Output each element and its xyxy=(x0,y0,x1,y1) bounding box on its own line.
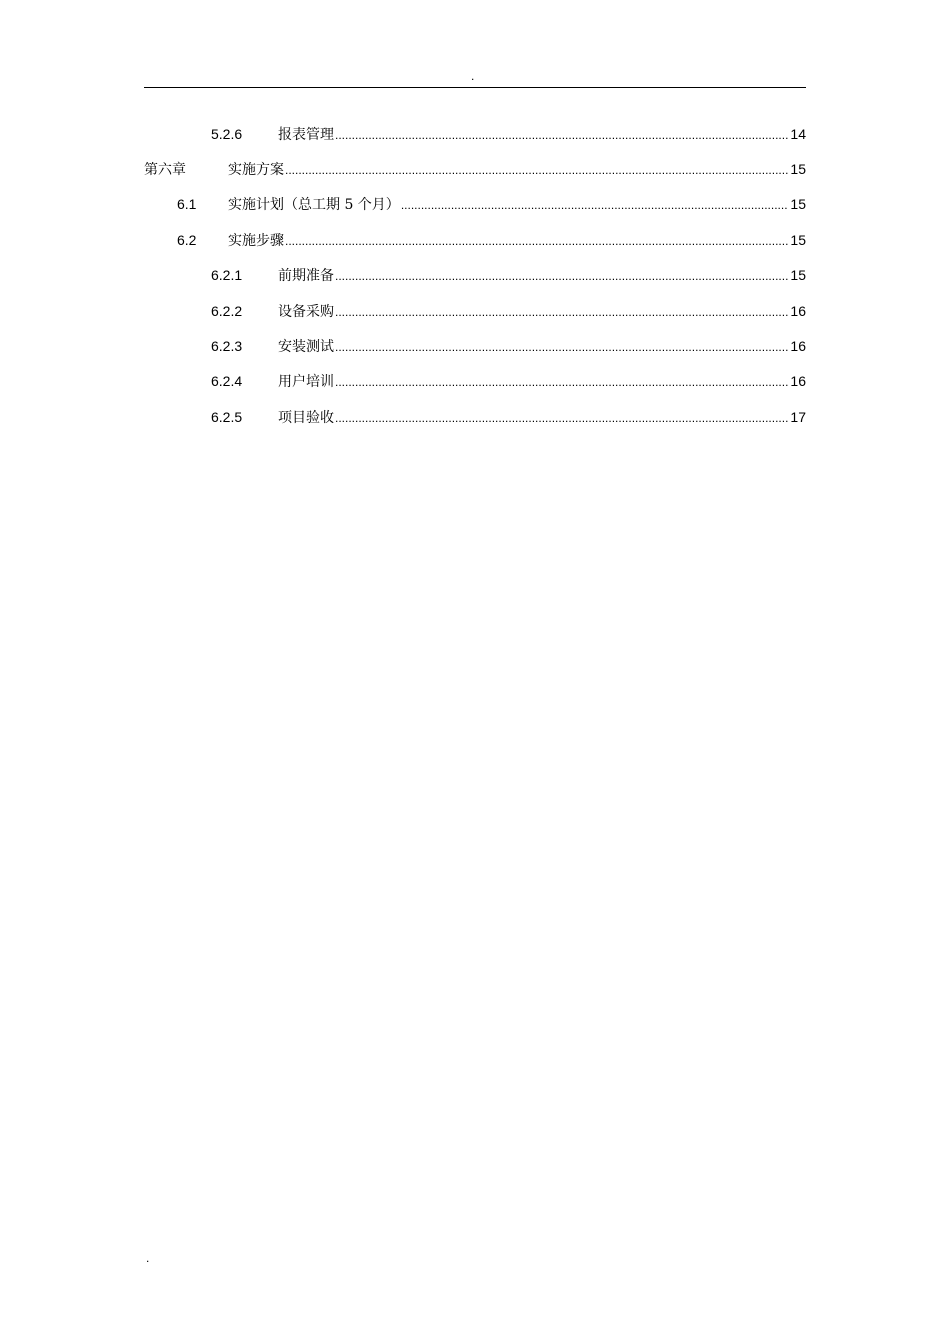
toc-entry-page: 17 xyxy=(790,408,806,425)
toc-entry-page: 16 xyxy=(790,302,806,319)
toc-entry-page: 15 xyxy=(790,231,806,248)
toc-entry-number: 6.2.5 xyxy=(211,408,243,425)
table-of-contents xyxy=(144,116,806,435)
toc-entry[interactable] xyxy=(144,187,806,222)
toc-entry-number: 6.2.4 xyxy=(211,373,243,390)
header-rule xyxy=(144,87,806,88)
toc-entry[interactable] xyxy=(144,151,806,186)
toc-leader-dots xyxy=(335,128,788,142)
header-mark: . xyxy=(471,69,475,83)
toc-entry-title: 实施步骤 xyxy=(228,232,284,249)
toc-leader-dots xyxy=(335,340,788,354)
toc-entry-title: 项目验收 xyxy=(278,409,334,426)
toc-leader-dots xyxy=(285,234,788,248)
toc-entry-number: 6.2.1 xyxy=(211,267,243,284)
toc-entry-number: 6.2 xyxy=(177,231,197,248)
toc-entry-title: 报表管理 xyxy=(278,126,334,143)
toc-leader-dots xyxy=(335,375,788,389)
toc-leader-dots xyxy=(401,198,789,212)
toc-entry[interactable] xyxy=(144,258,806,293)
toc-entry-page: 15 xyxy=(790,267,806,284)
toc-entry-page: 16 xyxy=(790,338,806,355)
toc-leader-dots xyxy=(285,163,788,177)
toc-leader-dots xyxy=(335,269,788,283)
toc-entry-number: 6.1 xyxy=(177,196,197,213)
toc-entry-number: 第六章 xyxy=(144,162,186,179)
toc-entry-page: 15 xyxy=(790,161,806,178)
toc-entry-title: 实施计划（总工期 5 个月） xyxy=(228,197,400,214)
toc-entry-page: 15 xyxy=(790,196,806,213)
toc-entry-page: 16 xyxy=(790,373,806,390)
toc-entry[interactable] xyxy=(144,364,806,399)
toc-entry-title: 实施方案 xyxy=(228,162,284,179)
toc-entry[interactable] xyxy=(144,222,806,257)
toc-leader-dots xyxy=(335,411,788,425)
toc-entry[interactable] xyxy=(144,116,806,151)
toc-entry-title: 前期准备 xyxy=(278,268,334,285)
toc-leader-dots xyxy=(335,305,788,319)
toc-entry-title: 用户培训 xyxy=(278,374,334,391)
toc-entry[interactable] xyxy=(144,293,806,328)
toc-entry-title: 设备采购 xyxy=(278,303,334,320)
toc-entry-title: 安装测试 xyxy=(278,339,334,356)
toc-entry-number: 5.2.6 xyxy=(211,125,243,142)
toc-entry[interactable] xyxy=(144,328,806,363)
toc-entry-number: 6.2.3 xyxy=(211,338,243,355)
toc-entry-page: 14 xyxy=(790,125,806,142)
footer-mark: . xyxy=(146,1251,150,1265)
toc-entry-number: 6.2.2 xyxy=(211,302,243,319)
toc-entry[interactable] xyxy=(144,399,806,434)
